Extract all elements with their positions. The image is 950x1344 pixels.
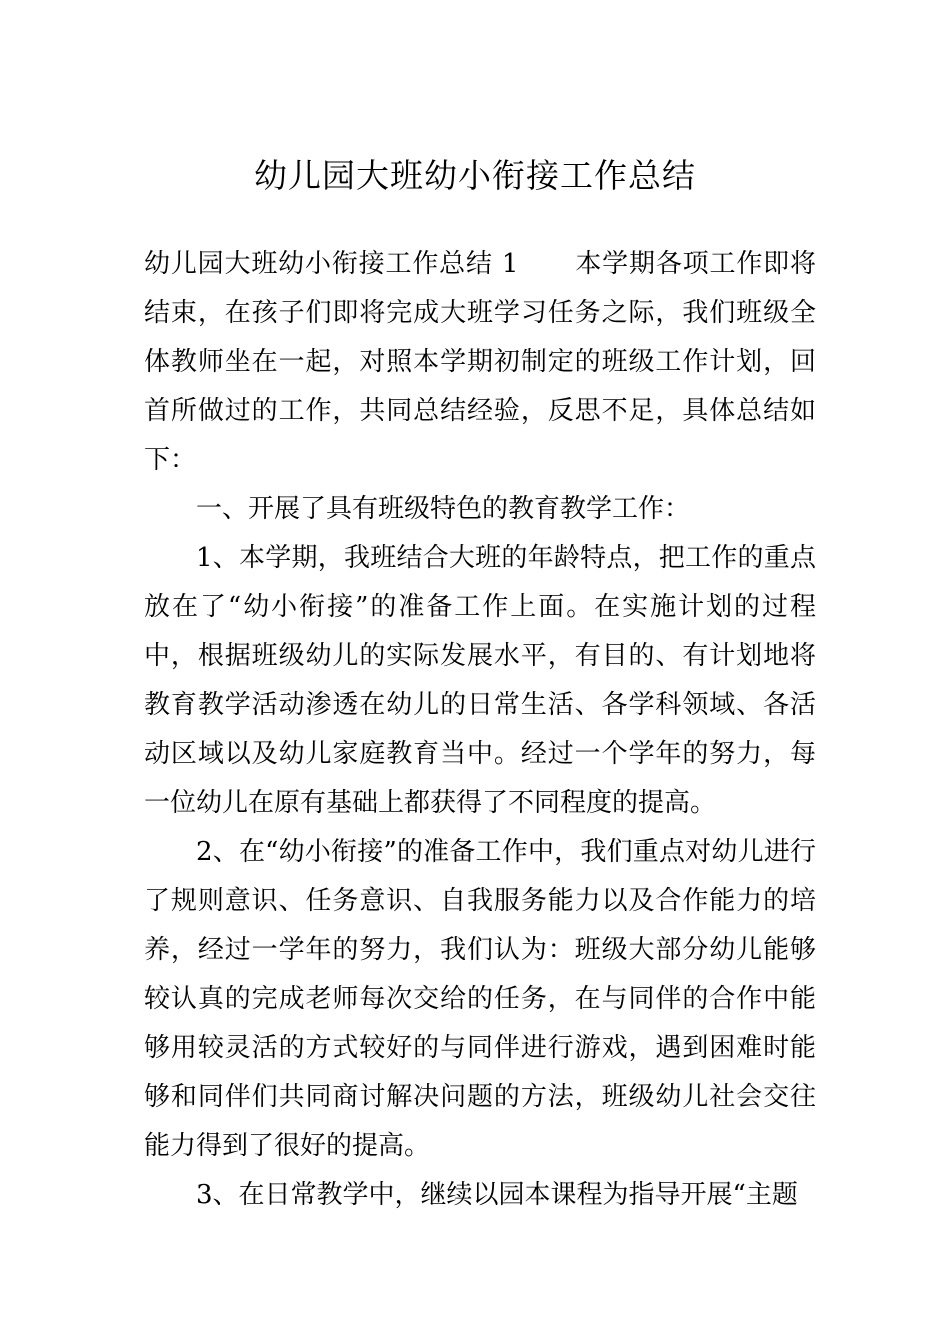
paragraph-3: 3、在日常教学中，继续以园本课程为指导开展“主题	[196, 1180, 798, 1210]
intro-heading: 幼儿园大班幼小衔接工作总结 1	[144, 249, 519, 279]
paragraph-1: 1、本学期，我班结合大班的年龄特点，把工作的重点放在了“幼小衔接”的准备工作上面。在实施计划的过程中，根据班级幼儿的实际发展水平，有目的、有计划地将教育教学活动渗透在幼儿的日常生活、各学科领域、各活动区域以及幼儿家庭教育当中。经过一个学年的努力，每一位幼儿在原有基础上都获得了不同程度的提高。	[144, 543, 816, 818]
intro-paragraph	[144, 240, 816, 485]
section-heading-1: 一、开展了具有班级特色的教育教学工作：	[196, 494, 691, 524]
paragraph-2: 2、在“幼小衔接”的准备工作中，我们重点对幼儿进行了规则意识、任务意识、自我服务能力以及合作能力的培养，经过一学年的努力，我们认为：班级大部分幼儿能够较认真的完成老师每次交给的任务，在与同伴的合作中能够用较灵活的方式较好的与同伴进行游戏，遇到困难时能够和同伴们共同商讨解决问题的方法，班级幼儿社会交往能力得到了很好的提高。	[144, 837, 816, 1161]
document-body	[144, 240, 816, 1220]
intro-text: 本学期各项工作即将结束，在孩子们即将完成大班学习任务之际，我们班级全体教师坐在一起，对照本学期初制定的班级工作计划，回首所做过的工作，共同总结经验，反思不足，具体总结如下：	[144, 249, 816, 475]
document-title: 幼儿园大班幼小衔接工作总结	[254, 156, 696, 195]
